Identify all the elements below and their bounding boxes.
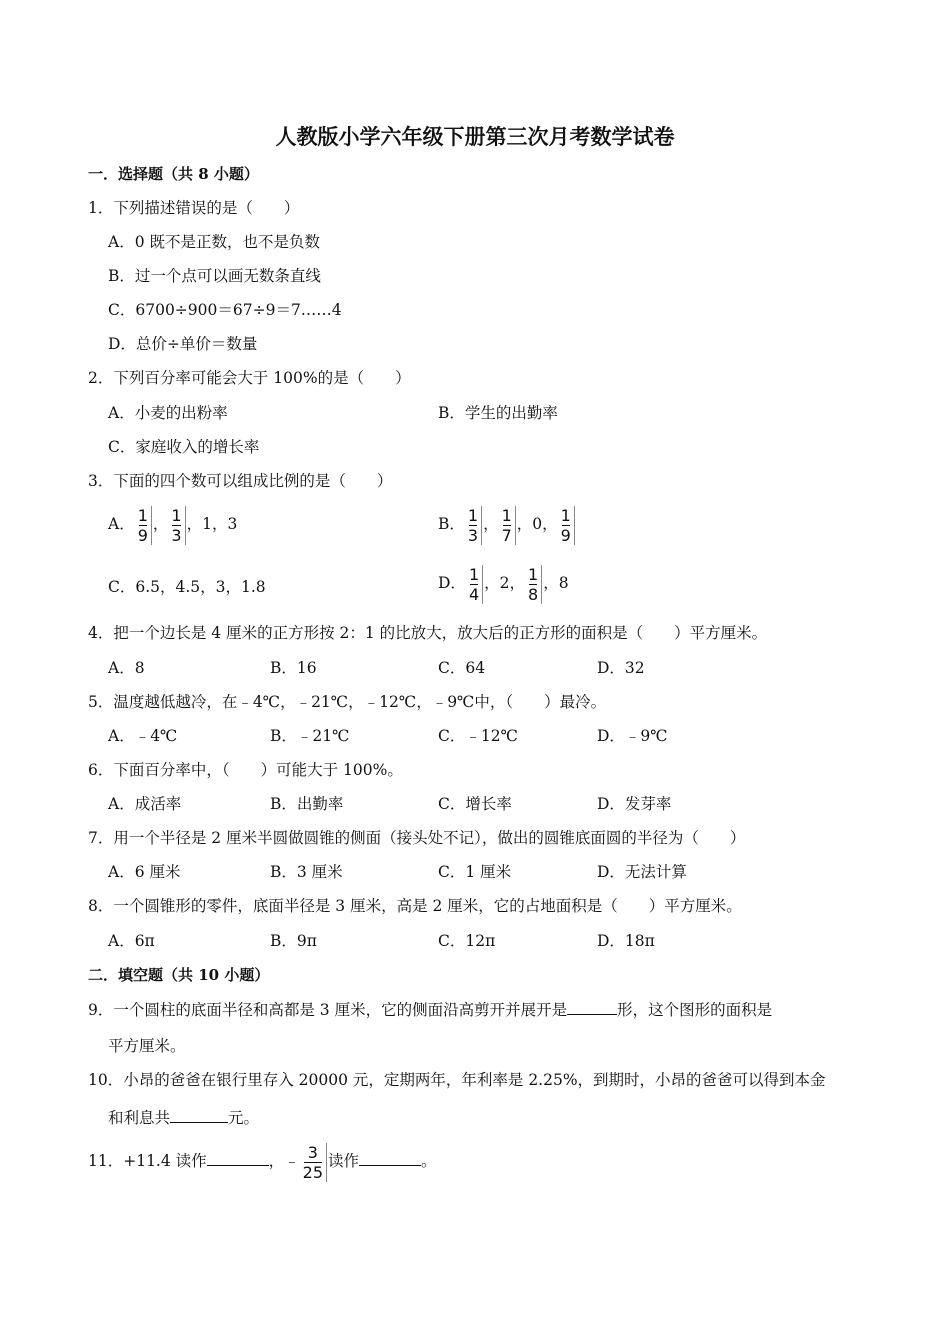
fraction: $\frac{3}{25}$ bbox=[301, 1143, 327, 1182]
fraction: $\frac{1}{7}$ bbox=[500, 506, 516, 545]
section-heading-choice: 一．选择题（共 8 小题） bbox=[88, 165, 259, 183]
question-6-stem: 6．下面百分率中，（ ）可能大于 100%。 bbox=[88, 761, 403, 779]
question-1-option-d: D．总价÷单价＝数量 bbox=[108, 335, 258, 353]
question-10-line-2: 和利息共 元。 bbox=[108, 1109, 260, 1127]
question-7-option-b: B．3 厘米 bbox=[270, 863, 343, 881]
question-8-stem: 8．一个圆锥形的零件，底面半径是 3 厘米，高是 2 厘米，它的占地面积是（ ）平方厘米。 bbox=[88, 897, 742, 915]
question-8-option-d: D．18π bbox=[597, 932, 655, 950]
question-1-stem: 1．下列描述错误的是（ ） bbox=[88, 199, 300, 217]
question-8-option-b: B．9π bbox=[270, 932, 317, 950]
option-label: B． bbox=[438, 515, 465, 533]
question-7-stem: 7．用一个半径是 2 厘米半圆做圆锥的侧面（接头处不记），做出的圆锥底面圆的半径为（ ） bbox=[88, 829, 746, 847]
fraction: $\frac{1}{8}$ bbox=[526, 565, 542, 604]
question-1-option-c: C．6700÷900＝67÷9＝7……4 bbox=[108, 301, 342, 319]
question-2-stem: 2．下列百分率可能会大于 100%的是（ ） bbox=[88, 369, 411, 387]
question-3-option-d: D． $\frac{1}{4}$ ，2， $\frac{1}{8}$ ，8 bbox=[438, 564, 569, 604]
fraction: $\frac{1}{4}$ bbox=[467, 565, 483, 604]
option-label: A． bbox=[108, 515, 135, 533]
question-6-option-b: B．出勤率 bbox=[270, 795, 344, 813]
question-3-option-b: B． $\frac{1}{3}$ ， $\frac{1}{7}$ ，0， $\frac{1}{9}$ bbox=[438, 503, 576, 545]
question-8-option-c: C．12π bbox=[438, 932, 496, 950]
section-heading-fill-in: 二．填空题（共 10 小题） bbox=[88, 966, 270, 984]
question-2-option-c: C．家庭收入的增长率 bbox=[108, 438, 260, 456]
question-2-option-a: A．小麦的出粉率 bbox=[108, 404, 228, 422]
answer-blank[interactable] bbox=[359, 1150, 421, 1166]
question-10-line-1: 10．小昂的爸爸在银行里存入 20000 元，定期两年，年利率是 2.25%，到期时，小昂的爸爸可以得到本金 bbox=[88, 1071, 826, 1089]
question-4-option-c: C．64 bbox=[438, 659, 486, 677]
answer-blank[interactable] bbox=[207, 1150, 269, 1166]
option-label: D． bbox=[438, 574, 466, 592]
question-7-option-d: D．无法计算 bbox=[597, 863, 687, 881]
question-3-option-c: C．6.5，4.5，3，1.8 bbox=[108, 578, 266, 596]
question-4-option-b: B．16 bbox=[270, 659, 317, 677]
question-1-option-b: B．过一个点可以画无数条直线 bbox=[108, 267, 321, 285]
question-7-option-c: C．1 厘米 bbox=[438, 863, 512, 881]
question-9-line-2: 平方厘米。 bbox=[108, 1037, 186, 1055]
question-6-option-c: C．增长率 bbox=[438, 795, 512, 813]
question-11: 11．+11.4 读作 ，﹣ $\frac{3}{25}$ 读作 。 bbox=[88, 1142, 437, 1182]
question-7-option-a: A．6 厘米 bbox=[108, 863, 181, 881]
question-4-option-d: D．32 bbox=[597, 659, 645, 677]
question-5-option-c: C．﹣12℃ bbox=[438, 727, 518, 745]
answer-blank[interactable] bbox=[567, 999, 617, 1015]
question-3-stem: 3．下面的四个数可以组成比例的是（ ） bbox=[88, 472, 393, 490]
question-6-option-a: A．成活率 bbox=[108, 795, 182, 813]
question-3-option-a: A． $\frac{1}{9}$ ， $\frac{1}{3}$ ，1，3 bbox=[108, 505, 238, 545]
page-title: 人教版小学六年级下册第三次月考数学试卷 bbox=[275, 124, 675, 149]
question-8-option-a: A．6π bbox=[108, 932, 155, 950]
question-1-option-a: A．0 既不是正数，也不是负数 bbox=[108, 233, 320, 251]
question-9-line-1: 9．一个圆柱的底面半径和高都是 3 厘米，它的侧面沿高剪开并展开是 形，这个图形的面积是 bbox=[88, 1001, 773, 1019]
fraction: $\frac{1}{9}$ bbox=[136, 506, 152, 545]
fraction: $\frac{1}{3}$ bbox=[169, 506, 185, 545]
question-6-option-d: D．发芽率 bbox=[597, 795, 672, 813]
fraction: $\frac{1}{3}$ bbox=[466, 506, 482, 545]
question-5-stem: 5．温度越低越冷，在﹣4℃，﹣21℃，﹣12℃，﹣9℃中，（ ）最冷。 bbox=[88, 693, 607, 711]
question-5-option-a: A．﹣4℃ bbox=[108, 727, 178, 745]
question-5-option-d: D．﹣9℃ bbox=[597, 727, 668, 745]
fraction: $\frac{1}{9}$ bbox=[559, 506, 575, 545]
answer-blank[interactable] bbox=[170, 1107, 228, 1123]
question-5-option-b: B．﹣21℃ bbox=[270, 727, 350, 745]
question-2-option-b: B．学生的出勤率 bbox=[438, 404, 558, 422]
question-4-stem: 4．把一个边长是 4 厘米的正方形按 2：1 的比放大，放大后的正方形的面积是（ ）平方厘米。 bbox=[88, 624, 768, 642]
question-4-option-a: A．8 bbox=[108, 659, 145, 677]
